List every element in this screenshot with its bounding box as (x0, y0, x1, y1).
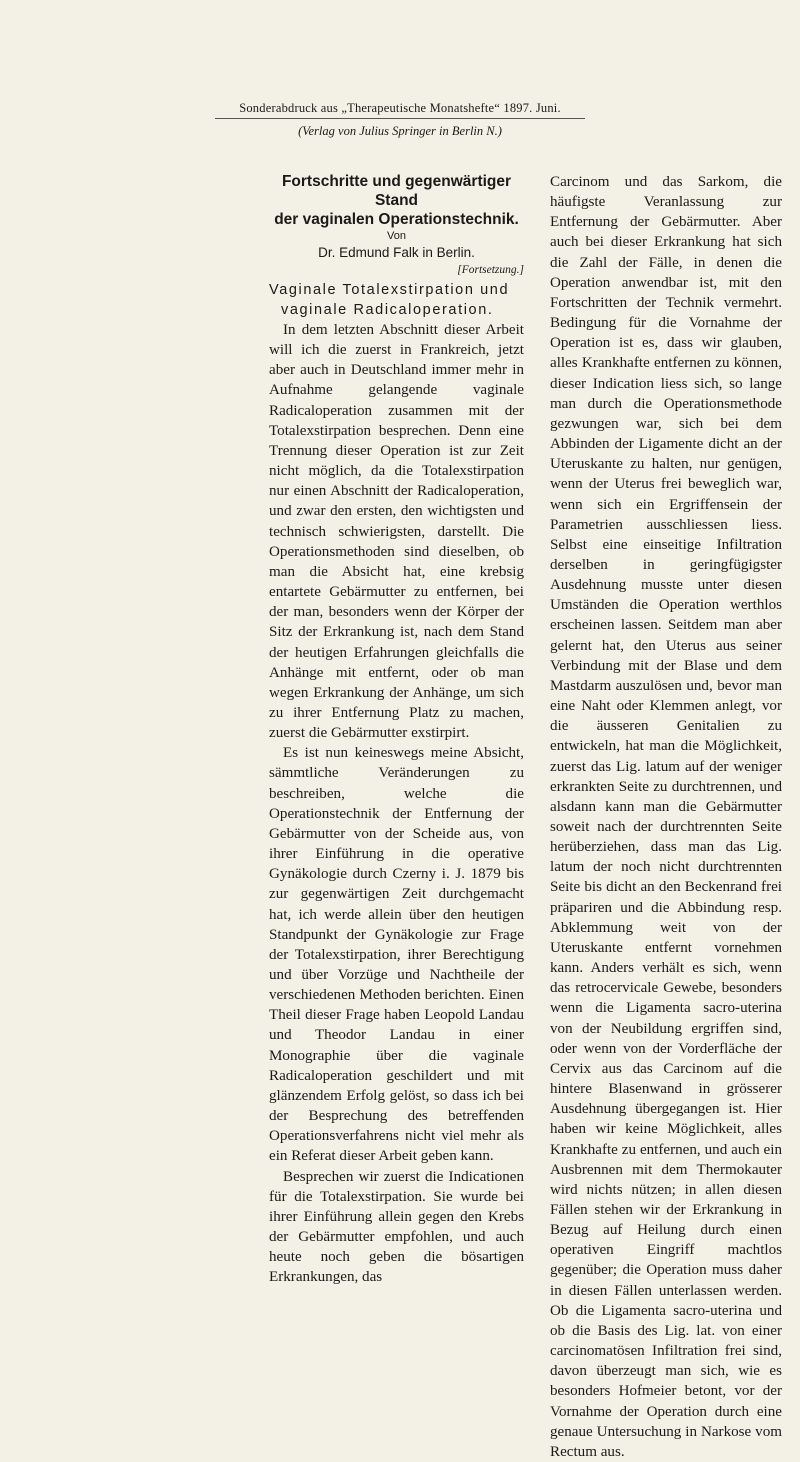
byline-von: Von (387, 230, 406, 242)
left-column (269, 172, 524, 1288)
right-column (550, 172, 782, 1462)
continuation-note: [Fortsetzung.] (457, 264, 524, 276)
article-title-line-1: Fortschritte und gegenwärtiger Stand (281, 173, 512, 209)
paragraph-3: Besprechen wir zuerst die Indicationen für die Totalexstirpation. Sie wurde bei ihrer Einführung allein gegen den Krebs der Gebärmutter empfohlen, und auch heute noch geben die bösartigen Erkrankungen, das (269, 1168, 524, 1286)
section-heading: Vaginale Totalexstirpation und vaginale Radicaloperation. (269, 282, 510, 318)
author-line: Dr. Edmund Falk in Berlin. (318, 245, 475, 260)
header-rule (215, 118, 585, 119)
paragraph-2: Es ist nun keineswegs meine Absicht, sämmtliche Veränderungen zu beschreiben, welche die Operationstechnik der Entfernung der Gebärmutter von der Scheide aus, von ihrer Einführung in die operative Gynäkologie durch Czerny i. J. 1879 bis zur gegenwärtigen Zeit durchgemacht hat, ich werde allein über den heutigen Standpunkt der Gynäkologie zur Frage der Totalexstirpation, ihrer Berechtigung und über Vorzüge und Nachtheile der verschiedenen Methoden berichten. Einen Theil dieser Frage haben Leopold Landau und Theodor Landau in einer Monographie über die vaginale Radicaloperation geschildert und mit glänzendem Erfolg gelöst, so dass ich bei der Besprechung des betreffenden Operationsverfahrens nicht viel mehr als ein Referat dieser Arbeit geben kann. (269, 745, 524, 1165)
publisher-note: (Verlag von Julius Springer in Berlin N.) (298, 124, 502, 138)
paragraph-1: In dem letzten Abschnitt dieser Arbeit will ich die zuerst in Frankreich, jetzt aber auch in Deutschland immer mehr in Aufnahme gelangende vaginale Radicaloperation zusammen mit der Totalexstirpation besprechen. Denn eine Trennung dieser Operation ist zur Zeit nicht möglich, da die Totalexstirpation nur einen Abschnitt der Radicaloperation, und zwar den ersten, den wichtigsten und technisch schwierigsten, darstellt. Die Operationsmethoden sind dieselben, ob man die Absicht hat, eine krebsig entartete Gebärmutter zu entfernen, bei der man, besonders wenn der Körper der Sitz der Erkrankung ist, nach dem Stand der heutigen Erfahrungen gleichfalls die Anhänge mit entfernt, oder ob man wegen Erkrankung der Anhänge, um sich zu ihrer Entfernung Platz zu machen, zuerst die Gebärmutter exstirpirt. (269, 322, 524, 742)
paragraph-3-continued: Carcinom und das Sarkom, die häufigste Veranlassung zur Entfernung der Gebärmutter. Aber auch bei dieser Erkrankung hat sich die Zahl der Fälle, in denen die Operation anwendbar ist, mit den Fortschritten der Technik vermehrt. Bedingung für die Vornahme der Operation ist es, dass wir glauben, alles Krankhafte entfernen zu können, dieser Indication liess sich, so lange man durch die Operationsmethode gezwungen war, sich bei dem Abbinden der Ligamente dicht an der Uteruskante zu halten, nur genügen, wenn der Uterus frei beweglich war, wenn sich ein Ergriffensein der Parametrien ausschliessen liess. Selbst eine einseitige Infiltration derselben in geringfügigster Ausdehnung musste unter diesen Umständen die Operation werthlos erscheinen lassen. Seitdem man aber gelernt hat, den Uterus aus seiner Verbindung mit der Blase und dem Mastdarm auszulösen und, bevor man eine Naht oder Klemmen anlegt, vor die äusseren Genitalien zu entwickeln, hat man die Möglichkeit, zuerst das Lig. latum auf der weniger erkrankten Seite zu durchtrennen, und alsdann kann man die Gebärmutter soweit nach der durchtrennten Seite herüberziehen, dass man das Lig. latum der noch nicht durchtrennten Seite bis dicht an den Beckenrand frei präpariren und die Abbindung resp. Abklemmung weit von der Uteruskante entfernt vornehmen kann. Anders verhält es sich, wenn das retrocervicale Gewebe, besonders wenn die Ligamenta sacro-uterina von der Neubildung ergriffen sind, oder wenn von der Vorderfläche der Cervix aus das Carcinom auf die hintere Blasenwand in grösserer Ausdehnung übergegangen ist. Hier haben wir keine Möglichkeit, alles Krankhafte zu entfernen, und auch ein Ausbrennen mit dem Thermokauter wird nichts nützen; in allen diesen Fällen stehen wir der Erkrankung in Bezug auf Heilung durch einen operativen Eingriff machtlos gegenüber; die Operation muss daher in diesen Fällen unterlassen werden. Ob die Ligamenta sacro-uterina und ob die Basis des Lig. lat. von einer carcinomatösen Infiltration frei sind, davon überzeugt man sich, wie es besonders Hofmeier betont, vor der Vornahme der Operation durch eine genaue Untersuchung in Narkose vom Rectum aus. (550, 174, 782, 1460)
article-title-line-2: der vaginalen Operationstechnik. (274, 211, 519, 228)
offprint-notice: Sonderabdruck aus „Therapeutische Monatshefte“ 1897. Juni. (239, 101, 561, 115)
